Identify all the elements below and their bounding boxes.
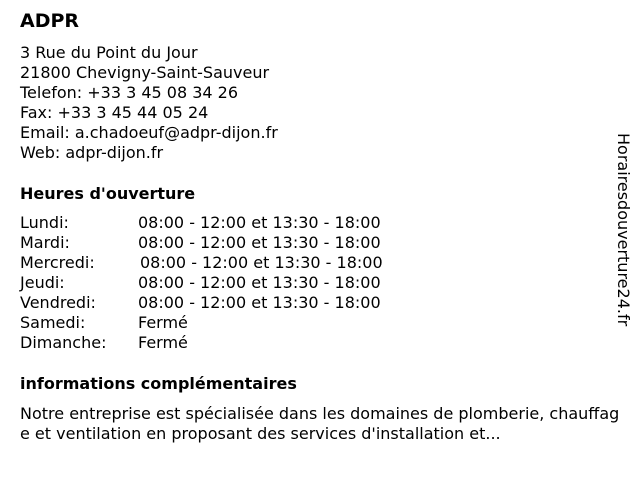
site-watermark: Horairesdouverture24.fr bbox=[614, 133, 633, 327]
day-hours: 08:00 - 12:00 et 13:30 - 18:00 bbox=[140, 253, 383, 272]
day-label: Samedi: bbox=[20, 313, 86, 332]
day-label: Jeudi: bbox=[20, 273, 65, 292]
day-label: Mardi: bbox=[20, 233, 70, 252]
additional-info-heading: informations complémentaires bbox=[20, 374, 297, 393]
day-hours: 08:00 - 12:00 et 13:30 - 18:00 bbox=[138, 213, 381, 232]
day-hours: Fermé bbox=[138, 313, 188, 332]
fax-number: Fax: +33 3 45 44 05 24 bbox=[20, 103, 209, 122]
email-address: Email: a.chadoeuf@adpr-dijon.fr bbox=[20, 123, 278, 142]
day-label: Dimanche: bbox=[20, 333, 107, 352]
city-address: 21800 Chevigny-Saint-Sauveur bbox=[20, 63, 270, 82]
street-address: 3 Rue du Point du Jour bbox=[20, 43, 198, 62]
business-name: ADPR bbox=[20, 10, 80, 32]
business-description: Notre entreprise est spécialisée dans les domaines de plomberie, chauffage et ventilation en proposant des services d'installation et... bbox=[20, 404, 620, 443]
address-block bbox=[20, 43, 278, 163]
day-label: Vendredi: bbox=[20, 293, 96, 312]
day-label: Lundi: bbox=[20, 213, 69, 232]
opening-hours-heading: Heures d'ouverture bbox=[20, 184, 196, 203]
day-hours: 08:00 - 12:00 et 13:30 - 18:00 bbox=[138, 233, 381, 252]
day-hours: 08:00 - 12:00 et 13:30 - 18:00 bbox=[138, 273, 381, 292]
phone-number: Telefon: +33 3 45 08 34 26 bbox=[20, 83, 239, 102]
website: Web: adpr-dijon.fr bbox=[20, 143, 164, 162]
day-hours: 08:00 - 12:00 et 13:30 - 18:00 bbox=[138, 293, 381, 312]
day-label: Mercredi: bbox=[20, 253, 95, 272]
day-hours: Fermé bbox=[138, 333, 188, 352]
